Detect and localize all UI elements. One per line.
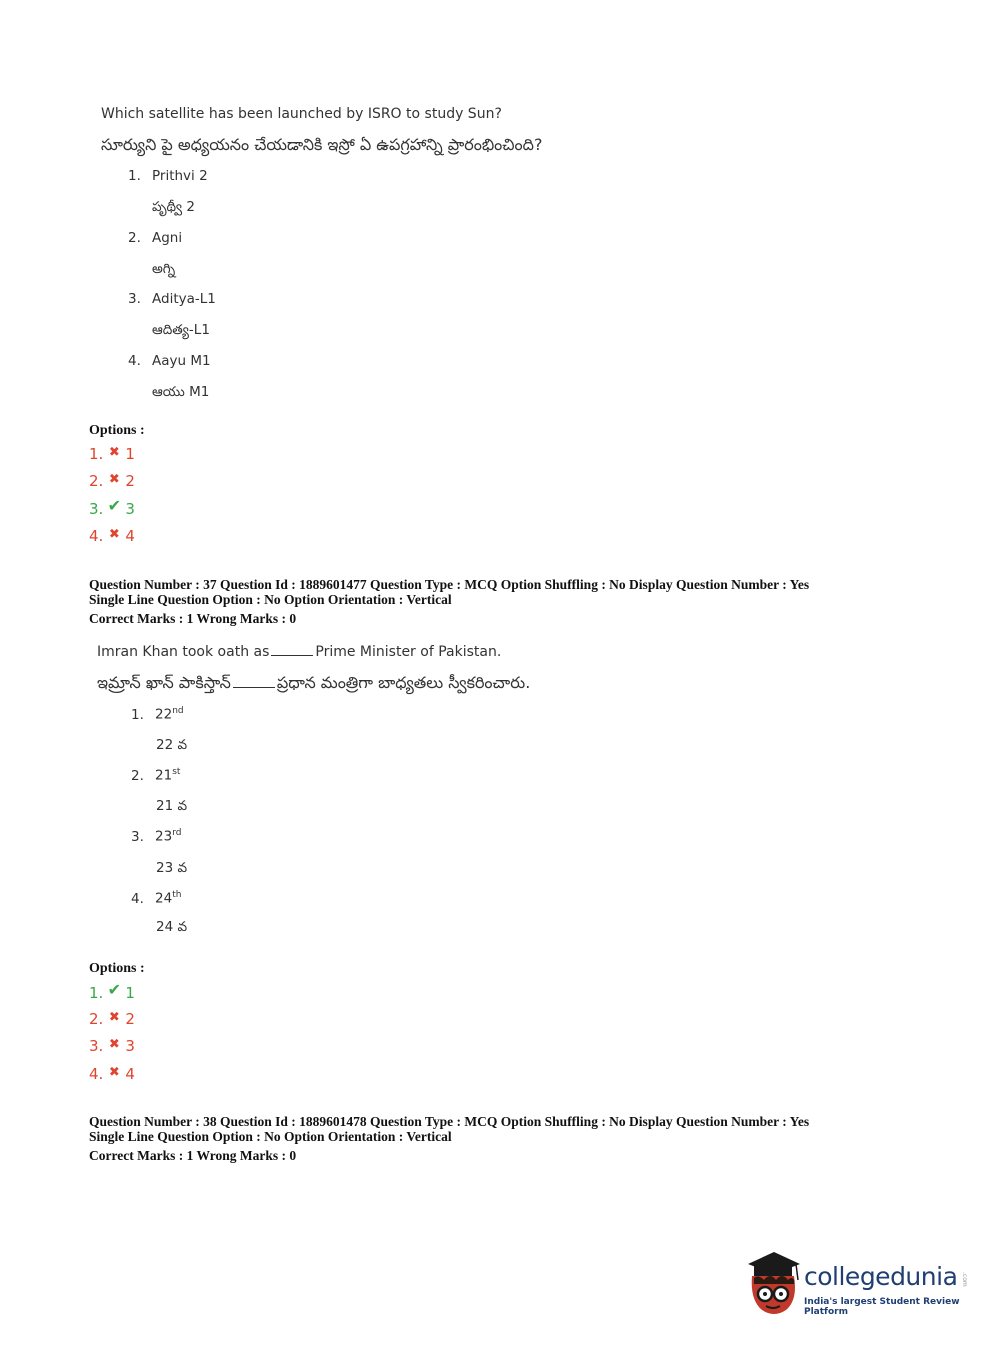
question-part: Imran Khan took oath as	[97, 644, 270, 660]
choice-text: Prithvi 2	[152, 168, 208, 184]
q36-choice-4	[128, 353, 211, 369]
choice-text: 21	[155, 767, 173, 784]
choice-number: 2.	[128, 230, 141, 246]
answer-value: 3	[125, 500, 135, 518]
q37-question-en	[97, 644, 501, 660]
choice-number: 3.	[131, 828, 144, 845]
choice-text: Aditya-L1	[152, 291, 216, 307]
question-part: ఇమ్రాన్ ఖాన్ పాకిస్తాన్	[97, 673, 231, 692]
q37-meta-line2: Single Line Question Option : No Option Orientation : Vertical	[89, 592, 452, 607]
cross-icon: ✖	[108, 1010, 120, 1025]
q37-answer-3	[89, 1037, 135, 1055]
answer-blank	[271, 655, 313, 656]
answer-value: 1	[125, 445, 135, 463]
q37-answer-1	[89, 980, 135, 1002]
cross-icon: ✖	[108, 472, 120, 487]
answer-number: 3.	[89, 500, 104, 518]
q37-choice-2-te: 21 వ	[156, 798, 188, 814]
q37-options-label: Options :	[89, 961, 145, 976]
choice-text: 23	[155, 828, 173, 845]
q36-question-te: సూర్యుని పై అధ్యయనం చేయడానికి ఇస్రో ఏ ఉపగ్రహాన్ని ప్రారంభించింది?	[101, 135, 543, 154]
cross-icon: ✖	[108, 445, 120, 460]
brand-dotcom: .com	[961, 1272, 968, 1287]
answer-value: 4	[125, 1065, 135, 1083]
q38-meta-line3: Correct Marks : 1 Wrong Marks : 0	[89, 1148, 297, 1163]
q36-choice-1	[128, 168, 208, 184]
q37-choice-2	[131, 767, 180, 784]
q36-answer-4	[89, 527, 135, 545]
q37-answer-4	[89, 1065, 135, 1083]
choice-text: 22	[155, 706, 173, 723]
q37-choice-4	[131, 890, 181, 907]
q36-choice-3	[128, 291, 216, 307]
q36-choice-1-te: పృథ్వీ 2	[152, 199, 195, 215]
q36-choice-3-te: ఆదిత్య-L1	[152, 322, 210, 338]
cross-icon: ✖	[108, 1065, 120, 1080]
q36-choice-2-te: అగ్ని	[152, 261, 176, 277]
answer-number: 1.	[89, 984, 104, 1002]
q37-meta-line1: Question Number : 37 Question Id : 1889601477 Question Type : MCQ Option Shuffling : No Display Question Number : Yes	[89, 577, 810, 592]
cross-icon: ✖	[108, 1037, 120, 1052]
choice-suffix: nd	[172, 706, 184, 716]
answer-number: 2.	[89, 472, 104, 490]
choice-text: 24	[155, 890, 173, 907]
q36-choice-4-te: ఆయు M1	[152, 384, 210, 400]
choice-text: Aayu M1	[152, 353, 211, 369]
answer-value: 3	[125, 1037, 135, 1055]
q37-choice-3	[131, 828, 181, 845]
q36-options-label: Options :	[89, 423, 145, 438]
q36-answer-3	[89, 496, 135, 518]
answer-blank	[233, 687, 275, 688]
answer-number: 3.	[89, 1037, 104, 1055]
brand-tagline: India's largest Student Review Platform	[804, 1297, 960, 1317]
choice-number: 4.	[131, 890, 144, 907]
q38-meta-line1: Question Number : 38 Question Id : 1889601478 Question Type : MCQ Option Shuffling : No Display Question Number : Yes	[89, 1114, 810, 1129]
answer-value: 4	[125, 527, 135, 545]
q36-choice-2	[128, 230, 182, 246]
q37-question-te	[97, 673, 530, 696]
choice-number: 2.	[131, 767, 144, 784]
collegedunia-logo	[744, 1250, 974, 1320]
answer-number: 4.	[89, 1065, 104, 1083]
q37-choice-1	[131, 706, 184, 723]
check-icon: ✔	[107, 980, 122, 999]
question-part: ప్రధాన మంత్రిగా బాధ్యతలు స్వీకరించారు.	[276, 673, 531, 692]
q37-choice-1-te: 22 వ	[156, 737, 188, 753]
choice-number: 1.	[131, 706, 144, 723]
brand-name: collegedunia	[804, 1262, 958, 1291]
q37-answer-2	[89, 1010, 135, 1028]
answer-number: 1.	[89, 445, 104, 463]
choice-suffix: th	[172, 890, 182, 900]
choice-suffix: rd	[172, 828, 182, 838]
choice-text: Agni	[152, 230, 183, 246]
q38-meta-line2: Single Line Question Option : No Option Orientation : Vertical	[89, 1129, 452, 1144]
q37-choice-4-te: 24 వ	[156, 919, 188, 935]
check-icon: ✔	[107, 496, 122, 515]
mascot-icon	[744, 1250, 802, 1320]
q36-answer-1	[89, 445, 135, 463]
q36-question-en: Which satellite has been launched by ISRO to study Sun?	[101, 106, 502, 122]
choice-number: 4.	[128, 353, 141, 369]
choice-number: 1.	[128, 168, 141, 184]
q36-answer-2	[89, 472, 135, 490]
answer-number: 2.	[89, 1010, 104, 1028]
answer-value: 2	[125, 1010, 135, 1028]
cross-icon: ✖	[108, 527, 120, 542]
answer-value: 2	[125, 472, 135, 490]
q37-choice-3-te: 23 వ	[156, 860, 188, 876]
choice-number: 3.	[128, 291, 141, 307]
q37-meta-line3: Correct Marks : 1 Wrong Marks : 0	[89, 611, 297, 626]
choice-suffix: st	[172, 767, 181, 777]
answer-value: 1	[125, 984, 135, 1002]
question-part: Prime Minister of Pakistan.	[315, 644, 502, 660]
answer-number: 4.	[89, 527, 104, 545]
